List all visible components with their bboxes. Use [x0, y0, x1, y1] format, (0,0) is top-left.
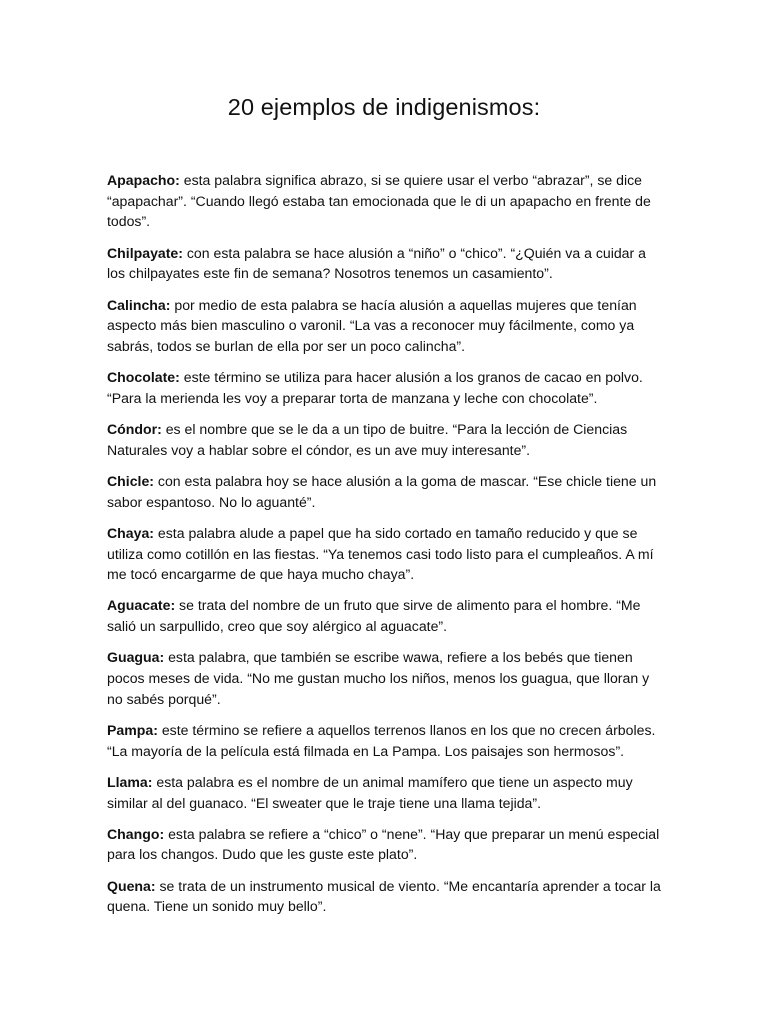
entry-definition: esta palabra se refiere a “chico” o “nene”. “Hay que preparar un menú especial para los changos. Dudo que les guste este plato”. — [107, 825, 660, 863]
entry-definition: esta palabra alude a papel que ha sido cortado en tamaño reducido y que se utiliza como cotillón en las fiestas. “Ya tenemos casi todo listo para el cumpleaños. A mí me tocó encargarme de que haya mucho chaya”. — [107, 524, 654, 583]
entry-definition: se trata del nombre de un fruto que sirve de alimento para el hombre. “Me salió un sarpullido, creo que soy alérgico al aguacate”. — [107, 597, 641, 635]
entry-term: Chicle: — [107, 472, 154, 489]
entry-definition: este término se utiliza para hacer alusión a los granos de cacao en polvo. “Para la merienda les voy a preparar torta de manzana y leche con chocolate”. — [107, 369, 643, 406]
entry-term: Pampa: — [107, 721, 158, 738]
entry-term: Cóndor: — [107, 421, 162, 438]
entry-paragraph — [107, 419, 667, 460]
entry-term: Chaya: — [107, 524, 154, 541]
entry-term: Chango: — [107, 825, 165, 842]
entry-definition: esta palabra significa abrazo, si se quiere usar el verbo “abrazar”, se dice “apapachar”. “Cuando llegó estaba tan emocionada que le di un apapacho en frente de todos”. — [107, 172, 651, 230]
entry-term: Llama: — [107, 773, 153, 790]
entry-definition: es el nombre que se le da a un tipo de buitre. “Para la lección de Ciencias Naturales voy a hablar sobre el cóndor, es un ave muy interesante”. — [107, 421, 628, 458]
entry-term: Chilpayate: — [107, 244, 183, 261]
entry-definition: por medio de esta palabra se hacía alusión a aquellas mujeres que tenían aspecto más bien masculino o varonil. “La vas a reconocer muy fácilmente, como ya sabrás, todos se burlan de ella por ser un poco calincha”. — [107, 296, 637, 354]
entry-paragraph — [107, 243, 667, 284]
entry-definition: con esta palabra se hace alusión a “niño” o “chico”. “¿Quién va a cuidar a los chilpayates este fin de semana? Nosotros tenemos un casamiento”. — [107, 244, 646, 282]
entry-term: Calincha: — [107, 296, 171, 313]
entry-list — [107, 170, 667, 928]
entry-paragraph — [107, 772, 667, 813]
entry-definition: esta palabra, que también se escribe wawa, refiere a los bebés que tienen pocos meses de vida. “No me gustan mucho los niños, menos los guagua, que lloran y no sabés porqué”. — [107, 649, 650, 707]
entry-term: Aguacate: — [107, 597, 176, 614]
entry-definition: este término se refiere a aquellos terrenos llanos en los que no crecen árboles. “La mayoría de la película está filmada en La Pampa. Los paisajes son hermosos”. — [107, 721, 656, 759]
entry-paragraph — [107, 824, 667, 865]
entry-term: Guagua: — [107, 649, 165, 666]
entry-paragraph — [107, 295, 667, 357]
entry-paragraph — [107, 595, 667, 636]
entry-paragraph — [107, 647, 667, 709]
page-title: 20 ejemplos de indigenismos: — [227, 94, 541, 120]
entry-definition: esta palabra es el nombre de un animal mamífero que tiene un aspecto muy similar al del guanaco. “El sweater que le traje tiene una llama tejida”. — [107, 773, 633, 811]
entry-term: Quena: — [107, 877, 156, 894]
entry-term: Chocolate: — [107, 369, 180, 386]
entry-paragraph — [107, 720, 667, 761]
entry-definition: con esta palabra hoy se hace alusión a la goma de mascar. “Ese chicle tiene un sabor espantoso. No lo aguanté”. — [107, 472, 657, 510]
entry-paragraph — [107, 523, 667, 585]
entry-paragraph — [107, 367, 667, 408]
entry-paragraph — [107, 876, 667, 917]
entry-definition: se trata de un instrumento musical de viento. “Me encantaría aprender a tocar la quena. Tiene un sonido muy bello”. — [107, 877, 661, 915]
entry-paragraph — [107, 471, 667, 512]
entry-paragraph — [107, 170, 667, 232]
entry-term: Apapacho: — [107, 172, 180, 188]
